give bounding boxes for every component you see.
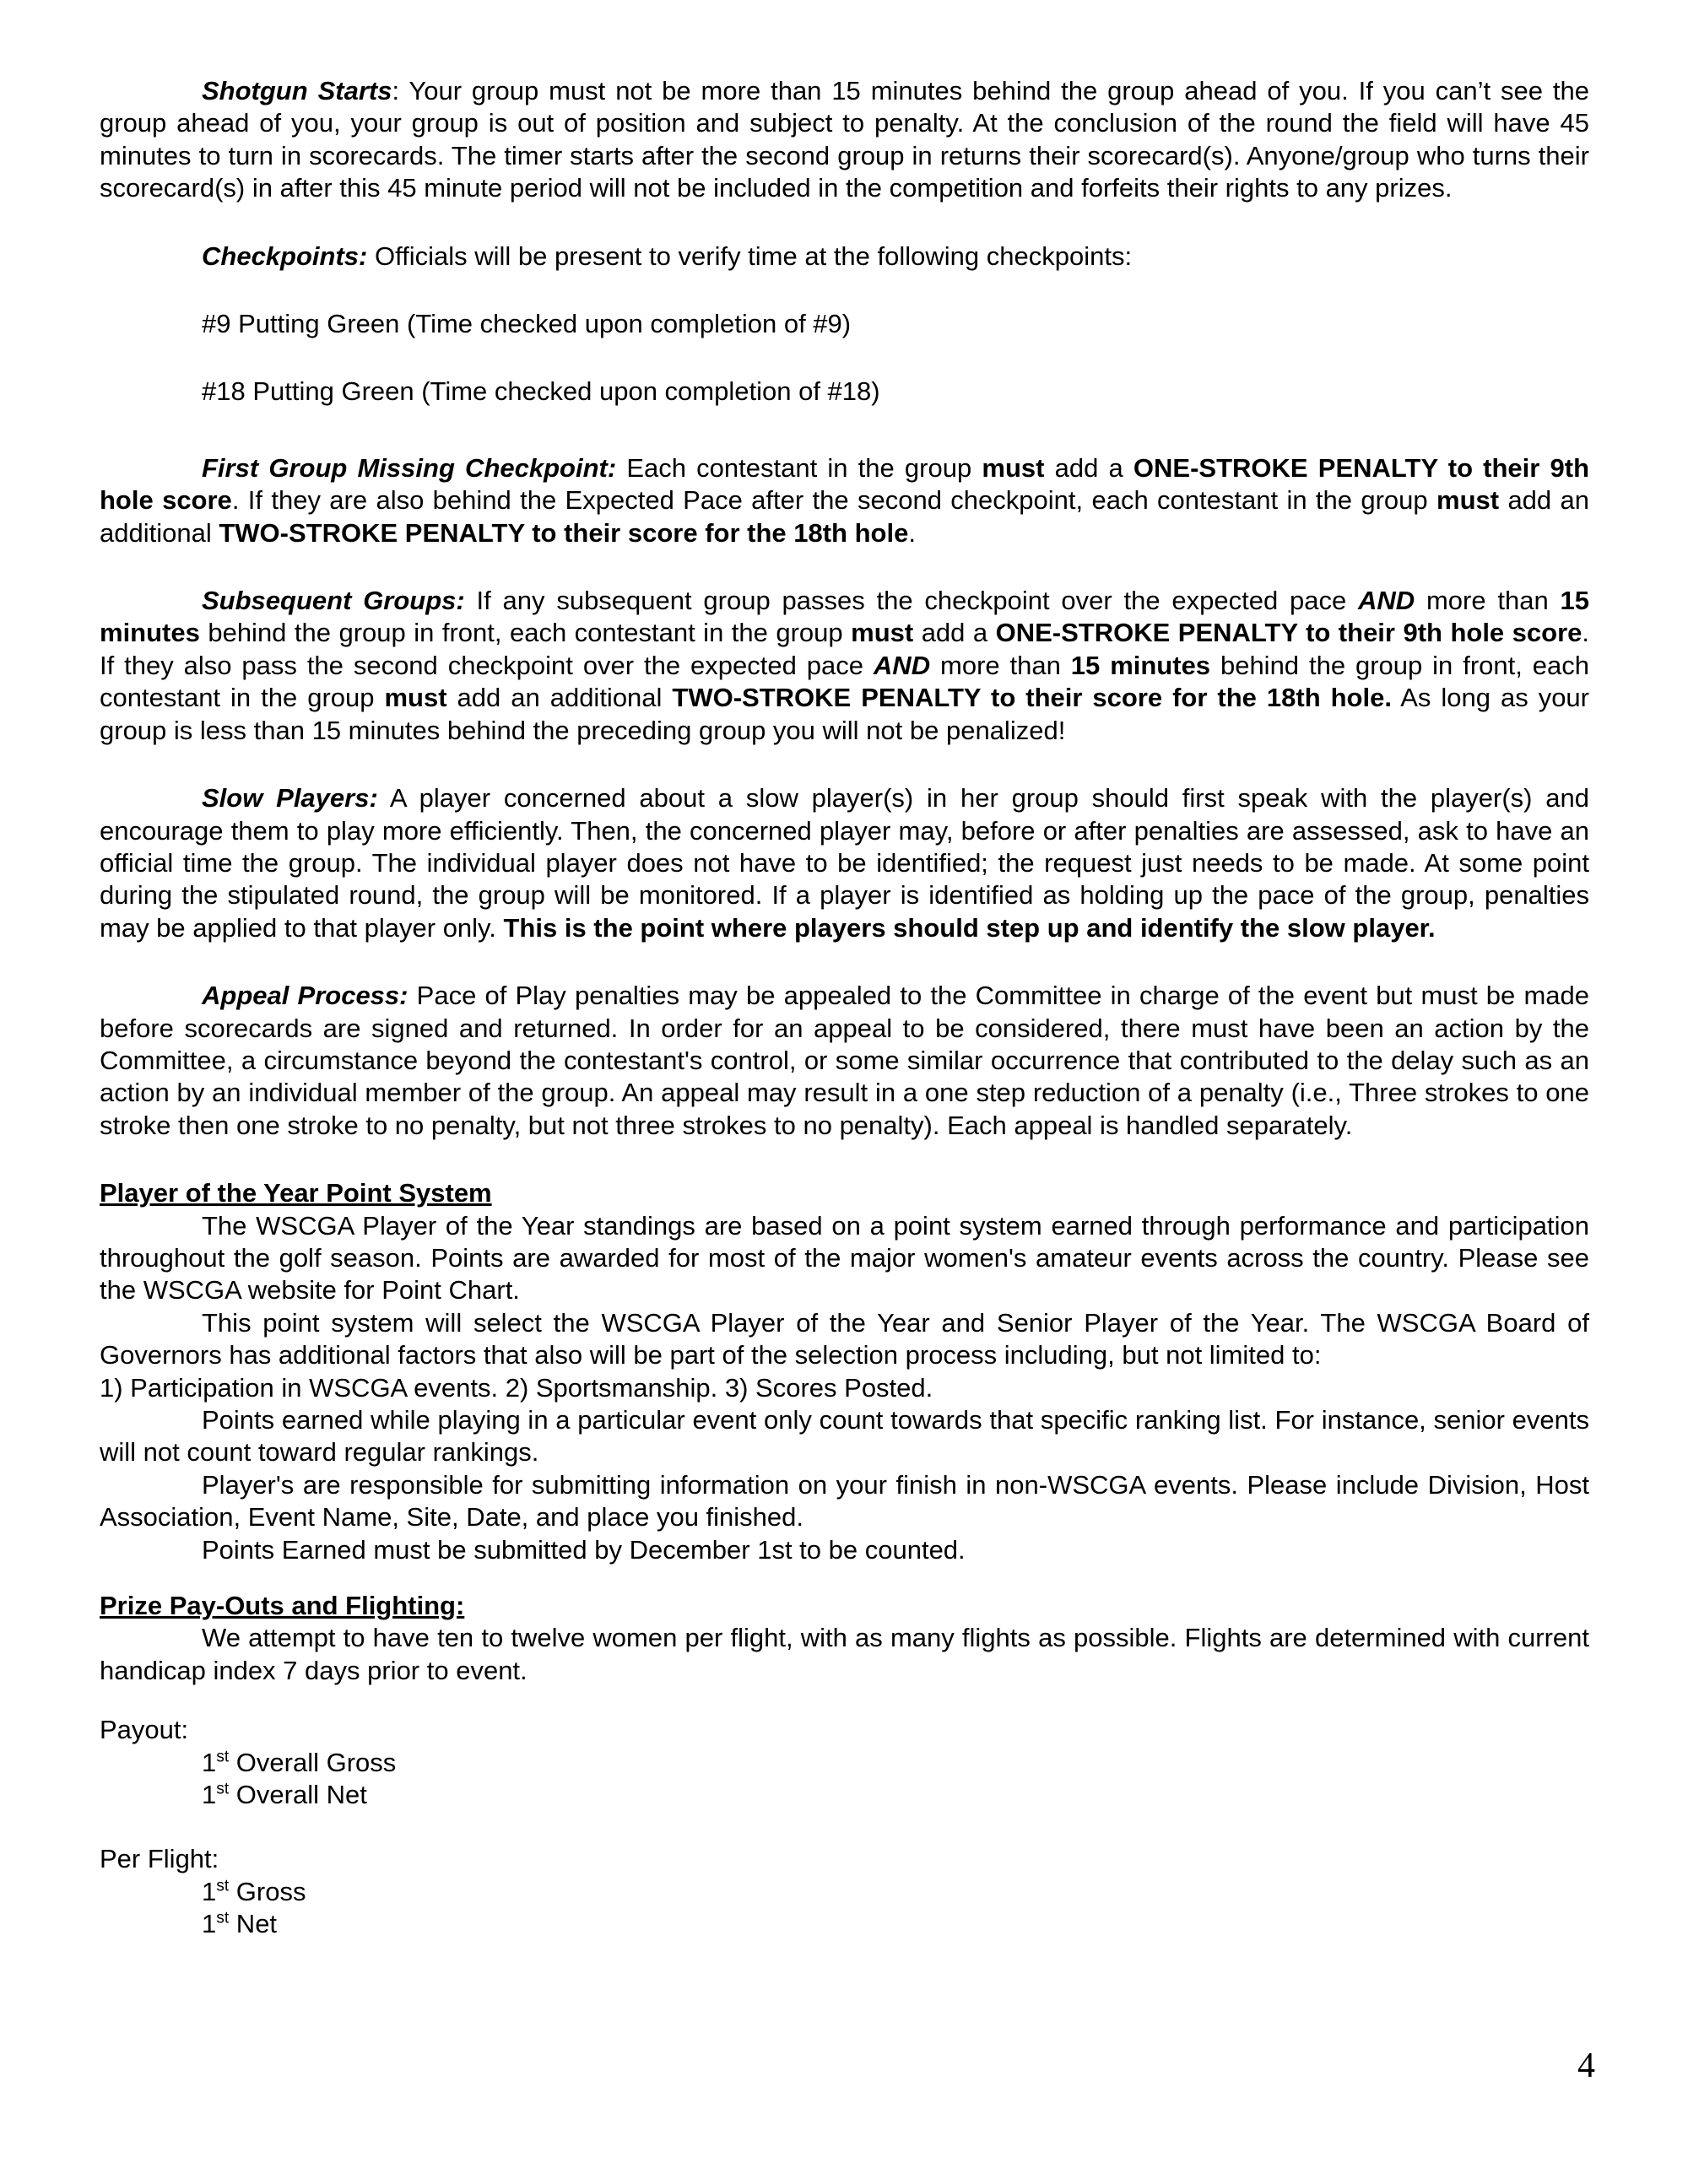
list-item-payout-overall-gross xyxy=(100,1747,1589,1779)
paragraph-shotgun-starts xyxy=(100,75,1589,205)
text-run: 15 minutes xyxy=(1070,650,1211,680)
heading-player-of-the-year-point-system xyxy=(100,1177,1589,1209)
text-run: more than xyxy=(1415,586,1561,616)
paragraph-checkpoints xyxy=(100,241,1589,273)
text-run: 15 minutes xyxy=(100,586,1589,648)
text-run: AND xyxy=(873,650,931,680)
text-run: ONE-STROKE PENALTY to their 9th hole score xyxy=(100,452,1590,516)
text-run: 1 xyxy=(202,1876,217,1906)
text-run: st xyxy=(216,1877,230,1895)
text-run: Player's are responsible for submitting information on your finish in non-WSCGA events. Please include Division, Host Association, Event Name, Site, Date, and place you finished. xyxy=(100,1469,1589,1533)
text-run: Pace of Play penalties may be appealed to the Committee in charge of the event but must be made before scorecards are signed and returned. In order for an appeal to be considered, there must have been an action by the Committee, a circumstance beyond the contestant's control, or some similar occurrence that contributed to the delay such as an action by an individual member of the group. An appeal may result in a one step reduction of a penalty (i.e., Three strokes to one stroke then one stroke to no penalty, but not three strokes to no penalty). Each appeal is handled separately. xyxy=(100,981,1589,1140)
paragraph-poty-selection xyxy=(100,1307,1589,1372)
heading-prize-pay-outs-and-flighting xyxy=(100,1590,1589,1622)
text-run: ONE-STROKE PENALTY to their 9th hole score xyxy=(995,618,1582,648)
text-run: #18 Putting Green (Time checked upon completion of #18) xyxy=(202,376,880,407)
text-run: must xyxy=(982,452,1045,483)
text-run: Points Earned must be submitted by December 1st to be counted. xyxy=(202,1534,966,1565)
text-run: 1 xyxy=(202,1780,217,1810)
paragraph-slow-players xyxy=(100,782,1589,944)
paragraph-poty-points-earned xyxy=(100,1404,1589,1469)
list-item-flight-gross xyxy=(100,1876,1589,1908)
paragraph-poty-standings xyxy=(100,1210,1589,1307)
text-run: Prize Pay-Outs and Flighting: xyxy=(100,1591,465,1621)
label-per-flight xyxy=(100,1843,1589,1875)
text-run: st xyxy=(216,1909,230,1927)
text-run: This point system will select the WSCGA Player of the Year and Senior Player of the Year. The WSCGA Board of Governors has additional factors that also will be part of the selection process including, but not limited to: xyxy=(100,1307,1589,1370)
text-run: add an additional xyxy=(446,683,673,713)
text-run: more than xyxy=(930,650,1071,680)
text-run: As long as your group is less than 15 minutes behind the preceding group you will not be penalized! xyxy=(100,683,1589,745)
text-run: 1 xyxy=(202,1909,217,1939)
text-run: Shotgun Starts xyxy=(202,76,392,105)
text-run: Officials will be present to verify time at the following checkpoints: xyxy=(367,241,1133,271)
text-run: If any subsequent group passes the checkpoint over the expected pace xyxy=(464,586,1358,616)
paragraph-subsequent-groups xyxy=(100,585,1589,747)
text-run: This is the point where players should step up and identify the slow player. xyxy=(503,912,1436,943)
paragraph-checkpoint-18 xyxy=(100,376,1589,408)
text-run: We attempt to have ten to twelve women per flight, with as many flights as possible. Flights are determined with current handicap index 7 days prior to event. xyxy=(100,1623,1589,1685)
text-run: AND xyxy=(1358,586,1415,616)
text-run: TWO-STROKE PENALTY to their score for the 18th hole. xyxy=(672,683,1392,713)
list-item-flight-net xyxy=(100,1908,1589,1940)
text-run: Payout: xyxy=(100,1715,189,1745)
paragraph-poty-factors xyxy=(100,1372,1589,1404)
paragraph-checkpoint-9 xyxy=(100,308,1589,340)
text-run: Slow Players: xyxy=(202,783,378,814)
paragraph-appeal-process xyxy=(100,980,1589,1142)
text-run: Per Flight: xyxy=(100,1844,219,1874)
text-run: Appeal Process: xyxy=(202,981,408,1011)
text-run: behind the group in front, each contestant in the group xyxy=(100,650,1589,713)
text-run: . If they are also behind the Expected Pace after the second checkpoint, each contestant in the group xyxy=(231,485,1437,516)
text-run: Player of the Year Point System xyxy=(100,1178,492,1208)
text-run: add an additional xyxy=(100,485,1589,548)
list-item-payout-overall-net xyxy=(100,1779,1589,1811)
text-run: Checkpoints: xyxy=(202,241,368,271)
text-run: Gross xyxy=(229,1876,306,1906)
text-run: First Group Missing Checkpoint: xyxy=(202,452,617,483)
text-run: Subsequent Groups: xyxy=(202,586,465,616)
text-run: st xyxy=(216,1748,230,1766)
document-body xyxy=(100,75,1589,1941)
text-run: TWO-STROKE PENALTY to their score for the 18th hole xyxy=(219,517,909,548)
text-run: The WSCGA Player of the Year standings are based on a point system earned through performance and participation throughout the golf season. Points are awarded for most of the major women's amateur events across the country. Please see the WSCGA website for Point Chart. xyxy=(100,1210,1589,1306)
text-run: add a xyxy=(1044,452,1133,483)
page-number: 4 xyxy=(1577,2046,1595,2085)
text-run: Overall Gross xyxy=(229,1747,397,1777)
paragraph-poty-deadline xyxy=(100,1534,1589,1566)
text-run: . If they also pass the second checkpoint over the expected pace xyxy=(100,618,1589,680)
text-run: A player concerned about a slow player(s) in her group should first speak with the player(s) and encourage them to play more efficiently. Then, the concerned player may, before or after penalties are assessed, ask to have an official time the group. The individual player does not have to be identified; the request just needs to be made. At some point during the stipulated round, the group will be monitored. If a player is identified as holding up the pace of the group, penalties may be applied to that player only. xyxy=(100,783,1589,943)
paragraph-first-group-missing-checkpoint xyxy=(100,452,1589,549)
text-run: Net xyxy=(229,1909,278,1939)
text-run: #9 Putting Green (Time checked upon completion of #9) xyxy=(202,309,852,339)
text-run: 1 xyxy=(202,1747,217,1777)
paragraph-flighting xyxy=(100,1622,1589,1687)
text-run: st xyxy=(216,1780,230,1798)
text-run: add a xyxy=(913,618,996,648)
label-payout xyxy=(100,1714,1589,1746)
text-run: 1) Participation in WSCGA events. 2) Sportsmanship. 3) Scores Posted. xyxy=(100,1372,933,1403)
text-run: . xyxy=(908,517,916,548)
text-run: Overall Net xyxy=(229,1780,367,1810)
text-run: Each contestant in the group xyxy=(616,452,982,483)
text-run: behind the group in front, each contestant in the group xyxy=(199,618,852,648)
text-run: must xyxy=(1436,485,1500,516)
text-run: must xyxy=(851,618,914,648)
text-run: Points earned while playing in a particular event only count towards that specific ranking list. For instance, senior events will not count toward regular rankings. xyxy=(100,1405,1589,1468)
paragraph-poty-responsibility xyxy=(100,1469,1589,1534)
text-run: : Your group must not be more than 15 minutes behind the group ahead of you. If you can’t see the group ahead of you, your group is out of position and subject to penalty. At the conclusion of the round the field will have 45 minutes to turn in scorecards. The timer starts after the second group in returns their scorecard(s). Anyone/group who turns their scorecard(s) in after this 45 minute period will not be included in the competition and forfeits their rights to any prizes. xyxy=(100,76,1589,203)
text-run: must xyxy=(384,683,447,713)
